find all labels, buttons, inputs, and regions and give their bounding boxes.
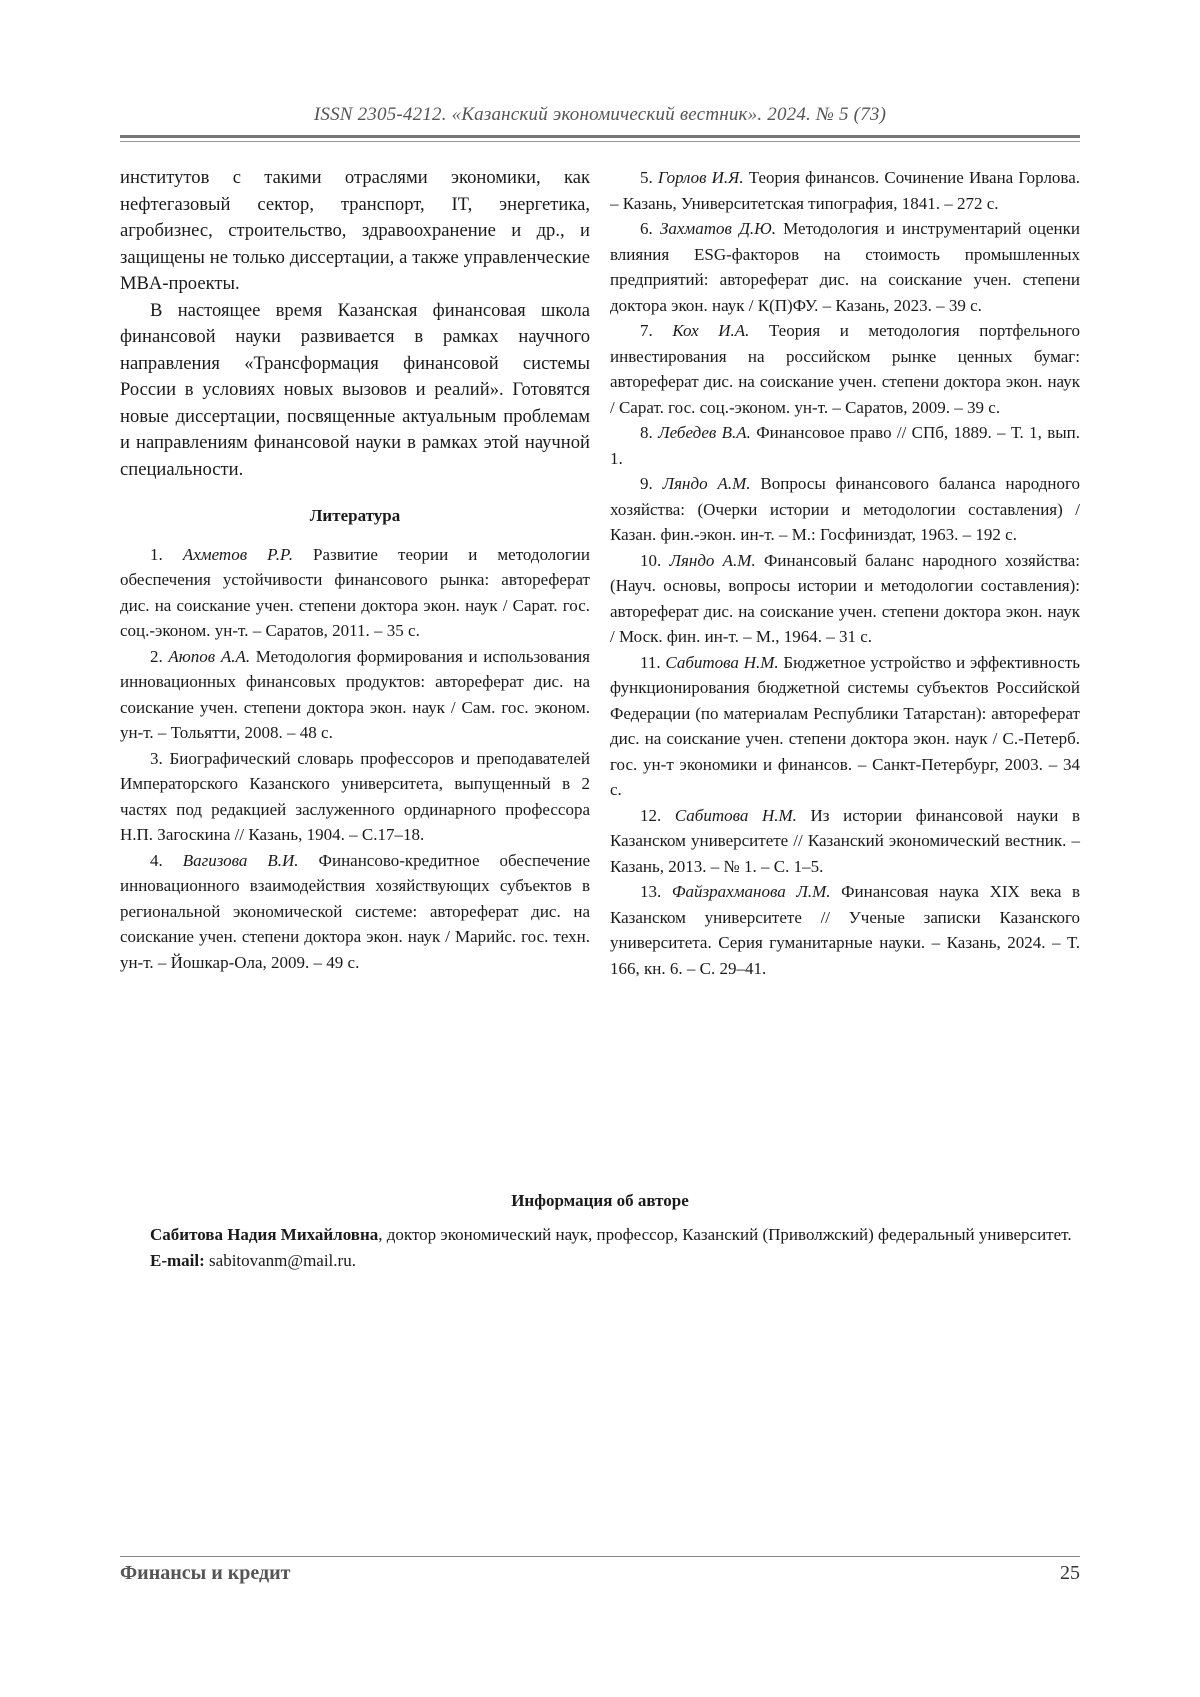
- reference-number: 5.: [640, 168, 653, 187]
- header-rule: [120, 135, 1080, 138]
- references-heading: Литература: [309, 506, 401, 525]
- reference-item: [610, 548, 1080, 650]
- reference-text: Методология формирования и использования инновационных финансовых продуктов: автореферат дис. на соискание учен. степени доктора экон. наук / Сам. гос. эконом. ун-т. – Тольятти, 2008. – 48 с.: [120, 646, 591, 742]
- reference-item: [610, 650, 1080, 803]
- reference-number: 11.: [640, 652, 661, 672]
- reference-item: [610, 318, 1080, 420]
- reference-number: 9.: [640, 474, 653, 493]
- reference-text: Вопросы финансового баланса народного хозяйства: (Очерки истории и методологии составления) / Казан. фин.-экон. ин-т. – М.: Госфиниздат, 1963. – 192 с.: [610, 474, 1080, 544]
- reference-author: Горлов И.Я.: [657, 168, 744, 187]
- reference-number: 3.: [150, 748, 163, 768]
- reference-item: [610, 803, 1080, 880]
- reference-author: Лебедев В.А.: [658, 423, 751, 442]
- references-list-left: [120, 542, 590, 976]
- reference-number: 4.: [150, 850, 163, 870]
- page-number: 25: [1060, 1562, 1080, 1584]
- body-paragraph: В настоящее время Казанская финансовая школа финансовой науки развивается в рамках научного направления «Трансформация финансовой системы России в условиях новых вызовов и реалий». Готовятся новые диссертации, посвященные актуальным проблемам и направлениям финансовой науки в рамках этой научной специальности.: [120, 299, 590, 480]
- reference-author: Ахметов Р.Р.: [182, 544, 293, 564]
- reference-number: 2.: [150, 646, 163, 666]
- footer-section: Финансы и кредит: [120, 1562, 291, 1584]
- reference-number: 13.: [640, 882, 662, 901]
- reference-author: Файзрахманова Л.М.: [671, 882, 831, 901]
- header-rule-thin: [120, 141, 1080, 142]
- reference-author: Сабитова Н.М.: [674, 805, 797, 825]
- reference-item: [610, 216, 1080, 318]
- author-info: [120, 1188, 1080, 1274]
- reference-text: Развитие теории и методологии обеспечения устойчивости финансового рынка: автореферат дис. на соискание учен. степени доктора экон. наук / Сарат. гос. соц.-эконом. ун-т. – Саратов, 2011. – 35 с.: [120, 544, 591, 640]
- reference-text: Методология и инструментарий оценки влияния ESG-факторов на стоимость промышленных предприятий: автореферат дис. на соискание учен. степени доктора экон. наук / К(П)ФУ. – Казань, 2023. – 39 с.: [610, 219, 1081, 315]
- author-name: Сабитова Надия Михайловна: [150, 1225, 379, 1244]
- references-list-right: [610, 165, 1080, 981]
- reference-number: 8.: [640, 423, 653, 442]
- reference-author: Ляндо А.М.: [669, 550, 756, 570]
- footer-rule: [120, 1556, 1080, 1557]
- reference-text: Бюджетное устройство и эффективность функционирования бюджетной системы субъектов Российской Федерации (по материалам Республики Татарстан): автореферат дис. на соискание учен. степени доктора экон. наук / С.-Петерб. гос. ун-т экономики и финансов. – Санкт-Петербург, 2003. – 34 с.: [610, 652, 1081, 799]
- author-info-heading: Информация об авторе: [511, 1191, 689, 1210]
- right-column: [610, 165, 1080, 981]
- email-label: E-mail:: [150, 1251, 205, 1270]
- author-description: , доктор экономический наук, профессор, Казанский (Приволжский) федеральный университет.: [378, 1225, 1072, 1244]
- reference-item: [120, 644, 590, 746]
- reference-text: Биографический словарь профессоров и преподавателей Императорского Казанского университета, выпущенный в 2 частях под редакцией заслуженного ординарного профессора Н.П. Загоскина // Казань, 1904. – С.17–18.: [120, 748, 591, 844]
- reference-author: Ляндо А.М.: [662, 474, 751, 493]
- reference-author: Кох И.А.: [672, 321, 750, 340]
- reference-item: [610, 165, 1080, 216]
- reference-text: Теория и методология портфельного инвестирования на российском рынке ценных бумаг: автореферат дис. на соискание учен. степени доктора экон. наук / Сарат. гос. соц.-эконом. ун-т. – Саратов, 2009. – 39 с.: [610, 321, 1080, 417]
- reference-number: 1.: [150, 544, 163, 564]
- reference-text: Финансовое право // СПб, 1889. – Т. 1, вып. 1.: [610, 423, 1080, 468]
- reference-author: Захматов Д.Ю.: [659, 219, 776, 238]
- author-email[interactable]: sabitovanm@mail.ru.: [204, 1251, 356, 1270]
- reference-item: [120, 746, 590, 848]
- reference-number: 6.: [640, 219, 653, 238]
- left-column: [120, 165, 590, 975]
- reference-author: Аюпов А.А.: [168, 646, 251, 666]
- reference-author: Сабитова Н.М.: [665, 652, 779, 672]
- reference-author: Вагизова В.И.: [182, 850, 299, 870]
- reference-item: [120, 542, 590, 644]
- reference-text: Из истории финансовой науки в Казанском университете // Казанский экономический вестник. – Казань, 2013. – № 1. – С. 1–5.: [610, 805, 1080, 876]
- reference-text: Финансово-кредитное обеспечение инновационного взаимодействия хозяйствующих субъектов в региональной экономической системе: автореферат дис. на соискание учен. степени доктора экон. наук / Марийс. гос. техн. ун-т. – Йошкар-Ола, 2009. – 49 с.: [120, 850, 590, 972]
- body-paragraph: институтов с такими отраслями экономики, как нефтегазовый сектор, транспорт, IT, энергетика, агробизнес, строительство, здравоохранение и др., и защищены не только диссертации, а также управленческие MBA-проекты.: [120, 167, 590, 294]
- reference-number: 12.: [640, 805, 662, 825]
- author-email-line: [120, 1248, 1080, 1274]
- reference-number: 7.: [640, 321, 653, 340]
- reference-text: Финансовая наука XIX века в Казанском университете // Ученые записки Казанского университета. Серия гуманитарные науки. – Казань, 2024. – Т. 166, кн. 6. – С. 29–41.: [610, 882, 1080, 978]
- reference-item: [120, 848, 590, 976]
- author-details: [120, 1222, 1080, 1248]
- journal-header: ISSN 2305-4212. «Казанский экономический вестник». 2024. № 5 (73): [313, 104, 887, 125]
- reference-item: [610, 420, 1080, 471]
- reference-text: Финансовый баланс народного хозяйства: (Науч. основы, вопросы истории и методологии составления): автореферат дис. на соискание учен. степени доктора экон. наук / Моск. фин. ин-т. – М., 1964. – 31 с.: [610, 550, 1081, 646]
- reference-number: 10.: [640, 550, 662, 570]
- reference-item: [610, 471, 1080, 548]
- reference-text: Теория финансов. Сочинение Ивана Горлова. – Казань, Университетская типография, 1841. – 272 с.: [610, 168, 1081, 213]
- reference-item: [610, 879, 1080, 981]
